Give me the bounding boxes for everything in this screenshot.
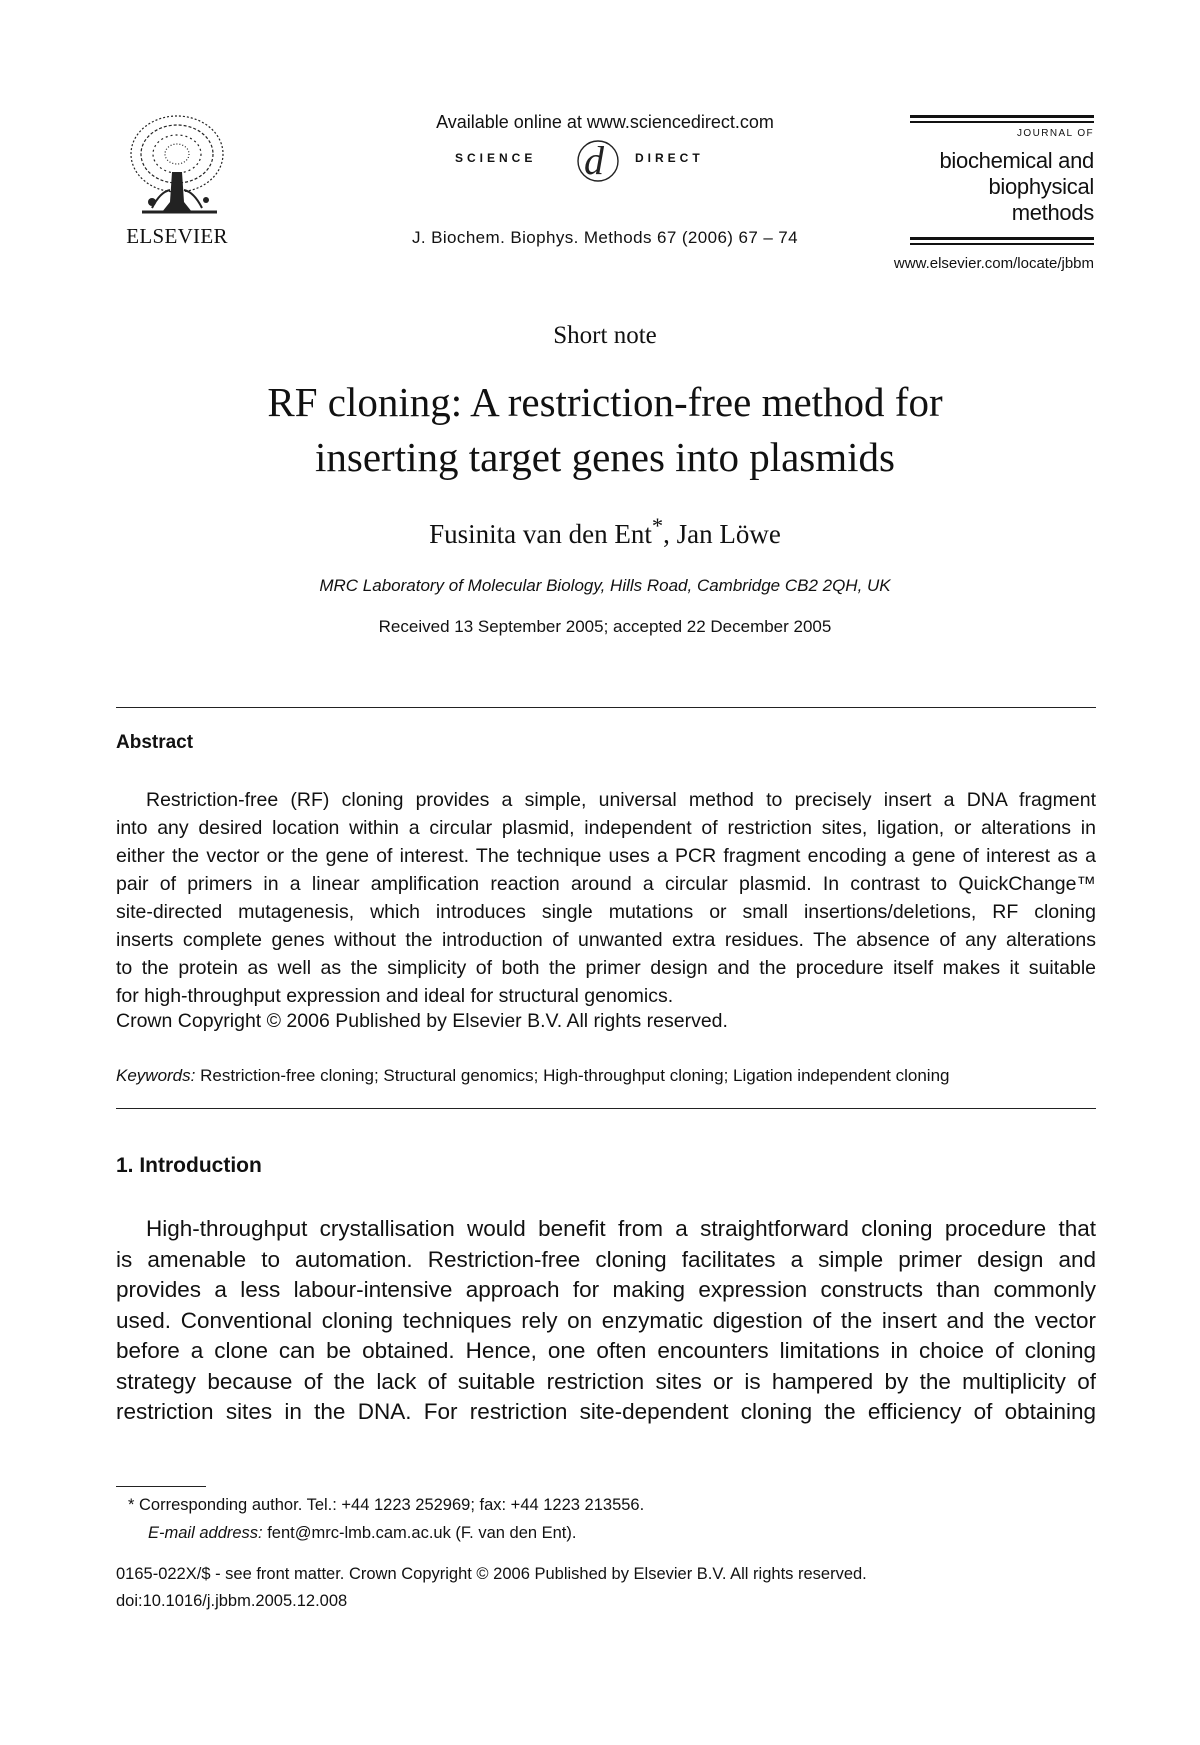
introduction-line: restriction sites in the DNA. For restriction site-dependent cloning the efficiency of obtaining	[116, 1399, 1096, 1424]
abstract-line: Restriction-free (RF) cloning provides a simple, universal method to precisely insert a DNA fragment	[146, 789, 1096, 811]
sciencedirect-right: DIRECT	[635, 151, 704, 165]
keywords	[116, 1066, 1096, 1086]
introduction-line: before a clone can be obtained. Hence, one often encounters limitations in choice of cloning	[116, 1338, 1096, 1363]
introduction-line: used. Conventional cloning techniques rely on enzymatic digestion of the insert and the vector	[116, 1307, 1096, 1333]
abstract-text	[116, 786, 1096, 1010]
keywords-list: Restriction-free cloning; Structural genomics; High-throughput cloning; Ligation independent cloning	[195, 1066, 950, 1085]
abstract-line: for high-throughput expression and ideal for structural genomics.	[116, 985, 674, 1007]
received-dates: Received 13 September 2005; accepted 22 December 2005	[378, 617, 832, 636]
journal-rule-top-1	[910, 115, 1094, 118]
abstract-copyright: Crown Copyright © 2006 Published by Elsevier B.V. All rights reserved.	[116, 1010, 728, 1032]
introduction-line: provides a less labour-intensive approach for making expression constructs than commonly	[116, 1277, 1096, 1302]
article-title-line-2: inserting target genes into plasmids	[315, 434, 895, 480]
abstract-line: inserts complete genes without the introduction of unwanted extra residues. The absence of any alterations	[116, 929, 1096, 951]
author-list	[0, 513, 1200, 550]
email-footnote	[148, 1524, 576, 1543]
abstract-line: site-directed mutagenesis, which introduces single mutations or small insertions/deletions, RF cloning	[116, 901, 1096, 923]
abstract-line: either the vector or the gene of interest. The technique uses a PCR fragment encoding a gene of interest as a	[116, 845, 1096, 867]
article-title	[100, 375, 1110, 485]
journal-name-line-3: methods	[1011, 200, 1094, 225]
elsevier-logo	[118, 112, 236, 250]
sciencedirect-left: SCIENCE	[455, 151, 537, 165]
journal-rule-top-2	[910, 121, 1094, 123]
author-separator: ,	[663, 519, 677, 549]
abstract-top-rule	[116, 707, 1096, 708]
abstract-line: to the protein as well as the simplicity of both the primer design and the procedure itself makes it suitable	[116, 957, 1096, 979]
doi-link[interactable]: doi:10.1016/j.jbbm.2005.12.008	[116, 1592, 348, 1610]
sciencedirect-mark-icon	[570, 136, 626, 186]
journal-rule-bottom-2	[910, 243, 1094, 245]
elsevier-tree-icon	[122, 112, 232, 220]
sciencedirect-symbol: d	[584, 138, 604, 183]
corresponding-author-footnote: * Corresponding author. Tel.: +44 1223 252969; fax: +44 1223 213556.	[128, 1496, 645, 1514]
abstract-line: into any desired location within a circular plasmid, independent of restriction sites, ligation, or alterations in	[116, 817, 1096, 839]
journal-name-line-2: biophysical	[988, 174, 1094, 199]
journal-rule-bottom-1	[910, 237, 1094, 240]
journal-name-line-1: biochemical and	[939, 148, 1094, 173]
abstract-bottom-rule	[116, 1108, 1096, 1109]
abstract-heading: Abstract	[116, 732, 194, 753]
email-link[interactable]: fent@mrc-lmb.cam.ac.uk (F. van den Ent).	[262, 1524, 577, 1542]
issn-line: 0165-022X/$ - see front matter. Crown Copyright © 2006 Published by Elsevier B.V. All rights reserved.	[116, 1565, 867, 1583]
email-label: E-mail address:	[148, 1524, 263, 1542]
article-type: Short note	[553, 322, 657, 349]
sciencedirect-logo	[455, 136, 755, 186]
introduction-text	[116, 1214, 1096, 1428]
introduction-line: High-throughput crystallisation would benefit from a straightforward cloning procedure that	[146, 1216, 1096, 1241]
keywords-label: Keywords:	[116, 1066, 196, 1085]
introduction-heading: 1. Introduction	[116, 1154, 262, 1177]
journal-logo	[910, 115, 1094, 250]
corresponding-author-mark[interactable]: *	[651, 513, 664, 538]
author-2[interactable]: Jan Löwe	[676, 519, 781, 549]
article-title-line-1: RF cloning: A restriction-free method for	[267, 379, 943, 425]
journal-citation: J. Biochem. Biophys. Methods 67 (2006) 67 – 74	[412, 228, 798, 247]
journal-url-link[interactable]: www.elsevier.com/locate/jbbm	[893, 255, 1094, 272]
introduction-line: is amenable to automation. Restriction-free cloning facilitates a simple primer design and	[116, 1246, 1096, 1272]
journal-name	[940, 148, 1095, 226]
publisher-name: ELSEVIER	[126, 224, 228, 248]
introduction-line: strategy because of the lack of suitable restriction sites or is hampered by the multiplicity of	[116, 1368, 1096, 1394]
author-affiliation: MRC Laboratory of Molecular Biology, Hills Road, Cambridge CB2 2QH, UK	[319, 576, 891, 595]
abstract-line: pair of primers in a linear amplification reaction around a circular plasmid. In contrast to QuickChange™	[116, 873, 1096, 895]
available-online: Available online at www.sciencedirect.com	[436, 112, 774, 132]
footnote-rule	[116, 1486, 206, 1487]
journal-of-label: JOURNAL OF	[1017, 128, 1094, 139]
author-1[interactable]: Fusinita van den Ent	[429, 519, 652, 549]
